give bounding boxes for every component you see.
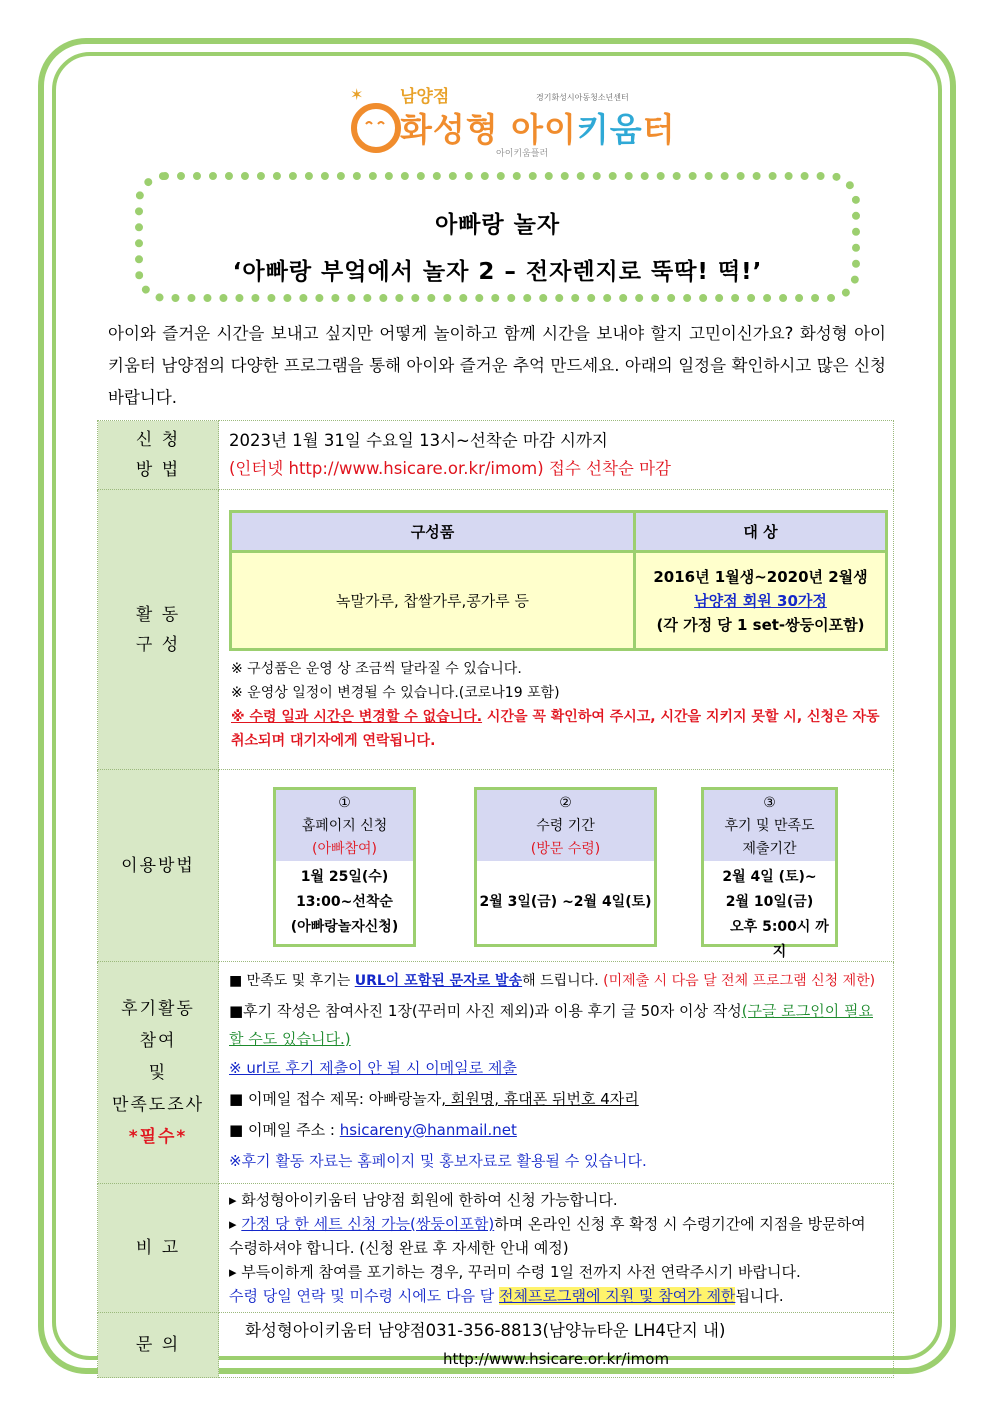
step-3	[701, 787, 838, 960]
title-line1: 아빠랑 놀자	[434, 212, 561, 238]
apply-value	[219, 421, 894, 490]
step-3-body1: 2월 4일 (토)~	[722, 868, 817, 885]
step-2-sub: (방문 수령)	[530, 840, 601, 857]
activity-row	[98, 490, 894, 770]
note1: ※ 구성품은 운영 상 조금씩 달라질 수 있습니다.	[231, 661, 522, 677]
review-line1-c: 해 드립니다.	[522, 973, 604, 989]
remark-line4-a: 수령 당일 연락 및 미수령 시에도 다음 달	[229, 1287, 499, 1305]
intro-text: 아이와 즐거운 시간을 보내고 싶지만 어떻게 놀이하고 함께 시간을 보내야 할지 고민이신가요? 화성형 아이키움터 남양점의 다양한 프로그램을 통해 아이와 즐거운 추억 만드세요. 아래의 일정을 확인하시고 많은 신청바랍니다.	[108, 324, 886, 407]
items-header: 구성품	[231, 512, 635, 552]
apply-line2[interactable]: (인터넷 http://www.hsicare.or.kr/imom) 접수 선착순 마감	[229, 459, 671, 478]
logo-subtitle: 아이키움플러	[496, 149, 549, 159]
step-2-title: 수령 기간	[536, 817, 595, 834]
contact-line1: 화성형아이키움터 남양점031-356-8813(남양뉴타운 LH4단지 내)	[245, 1321, 726, 1340]
logo-name	[400, 104, 676, 151]
activity-label	[98, 490, 219, 770]
activity-inner-table	[229, 510, 888, 651]
review-row	[98, 962, 894, 1184]
contact-line2[interactable]: http://www.hsicare.or.kr/imom	[442, 1350, 670, 1368]
step-3-head	[704, 790, 835, 861]
step-3-body2: 2월 10일(금)	[725, 893, 814, 910]
review-label-line2: 참여	[139, 1030, 177, 1051]
apply-label	[98, 421, 219, 490]
remark-line2	[229, 1212, 883, 1260]
remark-line3: ▸ 부득이하게 참여를 포기하는 경우, 꾸러미 수령 1일 전까지 사전 연락주시기 바랍니다.	[229, 1263, 801, 1281]
note3-a: ※ 수령 일과 시간은 변경할 수 없습니다.	[231, 709, 483, 725]
activity-value	[219, 490, 894, 770]
note2: ※ 운영상 일정이 변경될 수 있습니다.(코로나19 포함)	[231, 685, 560, 701]
step-3-body	[704, 861, 835, 965]
review-line4-b: , 회원명, 휴대폰 뒤번호 4자리	[441, 1090, 639, 1108]
step-1-body1: 1월 25일(수)	[300, 868, 389, 885]
items-cell: 녹말가루, 찹쌀가루,콩가루 등	[231, 552, 635, 650]
target-header: 대 상	[635, 512, 887, 552]
step-3-title: 후기 및 만족도	[724, 817, 815, 834]
contact-value	[219, 1313, 894, 1378]
logo-branch: 남양점	[400, 87, 450, 107]
note3	[231, 705, 883, 753]
activity-label-line1: 활 동	[135, 604, 181, 625]
review-label-line1: 후기활동	[121, 998, 195, 1019]
remark-value	[219, 1184, 894, 1313]
target-cell	[635, 552, 887, 650]
review-line6: ※후기 활동 자료는 홈페이지 및 홍보자료로 활용될 수 있습니다.	[229, 1152, 647, 1170]
remark-row	[98, 1184, 894, 1313]
step-2-head	[477, 790, 654, 861]
review-label-line3: 및	[148, 1062, 168, 1083]
target-line2: 남양점 회원 30가정	[694, 591, 827, 610]
activity-label-line2: 구 성	[135, 634, 181, 655]
remark-label: 비 고	[98, 1184, 219, 1313]
step-3-sub: 제출기간	[742, 840, 797, 857]
step-1-body2: 13:00~선착순	[296, 893, 393, 910]
step-1	[273, 787, 416, 947]
step-3-body3: 오후 5:00시 까지	[730, 918, 829, 960]
usage-row	[98, 770, 894, 962]
step-1-body3: (아빠랑놀자신청)	[290, 918, 399, 935]
step-3-num: ③	[763, 794, 776, 811]
title-box	[135, 172, 860, 302]
child-face-icon	[346, 86, 402, 156]
review-line5	[229, 1115, 883, 1146]
step-1-title: 홈페이지 신청	[301, 817, 388, 834]
remark-line2-a: ▸	[229, 1215, 242, 1233]
review-label	[98, 962, 219, 1184]
apply-row	[98, 421, 894, 490]
review-line4-a: ■ 이메일 접수 제목: 아빠랑놀자	[229, 1090, 442, 1108]
apply-label-line2: 방 법	[135, 460, 181, 480]
logo	[346, 80, 676, 165]
step-2-body	[477, 861, 654, 915]
logo-name-part1: 화성형 아이	[400, 110, 577, 149]
review-line2-b: (구글 로그인이 필요할 수도 있습니다.)	[229, 1002, 873, 1048]
review-line2-a: ■후기 작성은 참여사진 1장(꾸러미 사진 제외)과 이용 후기 글 50자 이상 작성	[229, 1002, 742, 1020]
review-line4	[229, 1084, 883, 1115]
review-line1	[229, 966, 883, 997]
logo-name-part3: 터	[642, 110, 676, 149]
remark-line4-b: 전체프로그램에 지원 및 참여가 제한	[499, 1287, 736, 1305]
logo-org: 경기화성시아동청소년센터	[536, 93, 629, 102]
svg-text:✶: ✶	[350, 86, 364, 104]
step-2-body2: 2월 3일(금) ~2월 4일(토)	[479, 893, 652, 910]
review-line1-d: (미제출 시 다음 달 전체 프로그램 신청 제한)	[603, 973, 876, 989]
review-label-line5: *필수*	[128, 1126, 188, 1147]
info-table	[97, 420, 894, 1378]
review-line1-b: URL이 포함된 문자로 발송	[354, 973, 523, 989]
usage-label: 이용방법	[98, 770, 219, 962]
contact-label: 문 의	[98, 1313, 219, 1378]
review-line2	[229, 997, 883, 1053]
review-value	[219, 962, 894, 1184]
step-2	[474, 787, 657, 947]
usage-steps	[219, 771, 893, 961]
step-1-sub: (아빠참여)	[311, 840, 378, 857]
remark-line1: ▸ 화성형아이키움터 남양점 회원에 한하여 신청 가능합니다.	[229, 1191, 618, 1209]
review-line1-a: ■ 만족도 및 후기는	[229, 973, 355, 989]
title-line2: ‘아빠랑 부엌에서 놀자 2 – 전자렌지로 뚝딱! 떡!’	[232, 259, 763, 285]
review-line3: ※ url로 후기 제출이 안 될 시 이메일로 제출	[229, 1059, 517, 1077]
target-line3: (각 가정 당 1 set-쌍둥이포함)	[656, 615, 865, 634]
step-1-body	[276, 861, 413, 940]
apply-label-line1: 신 청	[135, 430, 181, 450]
activity-notes	[219, 651, 893, 769]
email-link[interactable]: hsicareny@hanmail.net	[339, 1121, 517, 1139]
remark-line2-c: 하며 온라인 신청 후 확정 시 수령기간에 지점을 방문하여 수령하셔야 합니다. (신청 완료 후 자세한 안내 예정)	[229, 1215, 866, 1257]
logo-name-part2: 키움	[576, 110, 643, 149]
usage-value	[219, 770, 894, 962]
step-2-num: ②	[559, 794, 572, 811]
review-line5-a: ■ 이메일 주소 :	[229, 1121, 340, 1139]
remark-line2-b: 가정 당 한 세트 신청 가능(쌍둥이포함)	[241, 1215, 495, 1233]
note3-b: 시간을 꼭 확인하여 주시고, 시간을 지키지 못할 시, 신청은 자동 취소되며 대기자에게 연락됩니다.	[231, 709, 880, 749]
step-1-head	[276, 790, 413, 861]
apply-line1: 2023년 1월 31일 수요일 13시~선착순 마감 시까지	[229, 431, 608, 450]
review-label-line4: 만족도조사	[111, 1094, 205, 1115]
remark-line4-c: 됩니다.	[735, 1287, 784, 1305]
target-line1: 2016년 1월생~2020년 2월생	[653, 567, 868, 586]
step-1-num: ①	[338, 794, 351, 811]
remark-line4	[229, 1284, 883, 1308]
contact-row	[98, 1313, 894, 1378]
